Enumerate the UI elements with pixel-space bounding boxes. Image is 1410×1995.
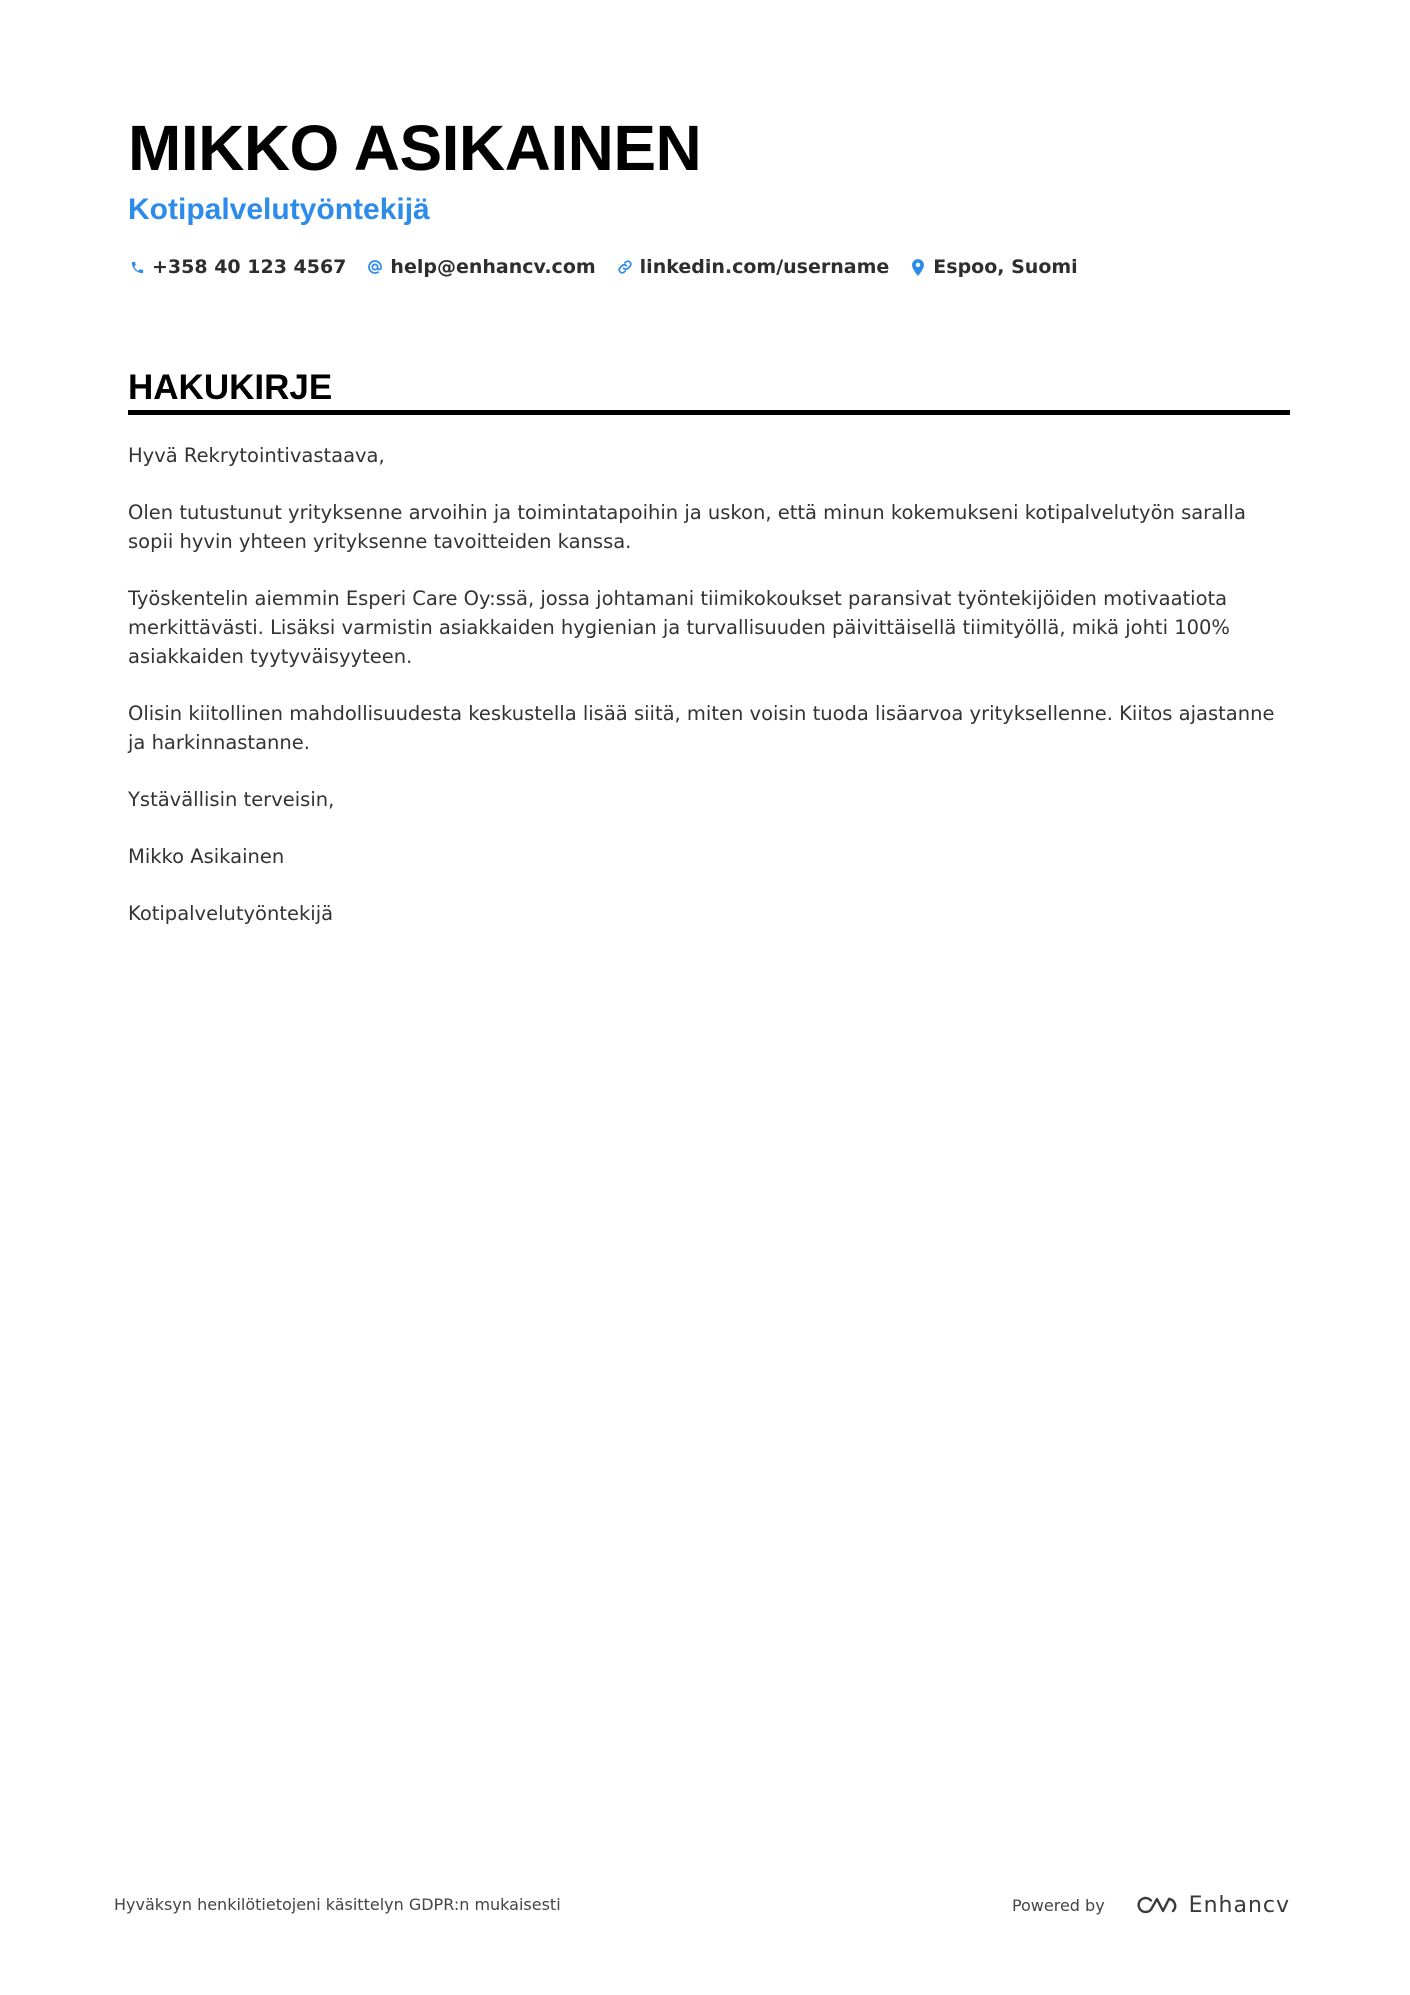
gdpr-consent-text: Hyväksyn henkilötietojeni käsittelyn GDPR:n mukaisesti xyxy=(114,1895,561,1914)
contact-phone-text: +358 40 123 4567 xyxy=(152,256,347,278)
letter-greeting: Hyvä Rekrytointivastaava, xyxy=(128,444,385,467)
letter-paragraph-2: Työskentelin aiemmin Esperi Care Oy:ssä, jossa johtamani tiimikokoukset paransivat työntekijöiden motivaatiota merkittävästi. Lisäksi varmistin asiakkaiden hygienian ja turvallisuuden päivittäisellä tiimityöllä, mikä johti 100% asiakkaiden tyytyväisyyteen. xyxy=(128,587,1230,668)
section-title: HAKUKIRJE xyxy=(128,368,333,407)
contact-info xyxy=(128,252,1288,282)
location-pin-icon xyxy=(909,258,927,276)
contact-location xyxy=(909,256,1077,278)
powered-by-label: Powered by xyxy=(1011,1895,1105,1915)
section-divider xyxy=(128,410,1290,415)
candidate-name: MIKKO ASIKAINEN xyxy=(128,112,702,184)
cover-letter-section xyxy=(128,366,1290,956)
letter-body xyxy=(128,441,1290,928)
brand-name: Enhancv xyxy=(1188,1892,1290,1918)
powered-by[interactable] xyxy=(1012,1885,1290,1925)
job-title: Kotipalvelutyöntekijä xyxy=(128,193,430,226)
contact-email[interactable] xyxy=(366,256,595,278)
contact-email-text: help@enhancv.com xyxy=(390,256,596,278)
at-icon xyxy=(366,258,384,276)
footer xyxy=(114,1885,1290,1925)
enhancv-logo-icon xyxy=(1133,1893,1179,1917)
link-icon xyxy=(616,258,634,276)
header xyxy=(128,110,1288,282)
signature-name: Mikko Asikainen xyxy=(128,845,285,868)
signature-title: Kotipalvelutyöntekijä xyxy=(128,902,334,925)
phone-icon xyxy=(128,258,146,276)
letter-paragraph-3: Olisin kiitollinen mahdollisuudesta keskustella lisää siitä, miten voisin tuoda lisäarvoa yrityksellenne. Kiitos ajastanne ja harkinnastanne. xyxy=(128,702,1275,754)
contact-phone[interactable] xyxy=(128,256,346,278)
letter-closing: Ystävällisin terveisin, xyxy=(128,788,335,811)
letter-paragraph-1: Olen tutustunut yrityksenne arvoihin ja toimintatapoihin ja uskon, että minun kokemukseni kotipalvelutyön saralla sopii hyvin yhteen yrityksenne tavoitteiden kanssa. xyxy=(128,501,1246,553)
contact-linkedin[interactable] xyxy=(616,256,890,278)
contact-linkedin-text: linkedin.com/username xyxy=(639,256,890,278)
contact-location-text: Espoo, Suomi xyxy=(933,256,1078,278)
